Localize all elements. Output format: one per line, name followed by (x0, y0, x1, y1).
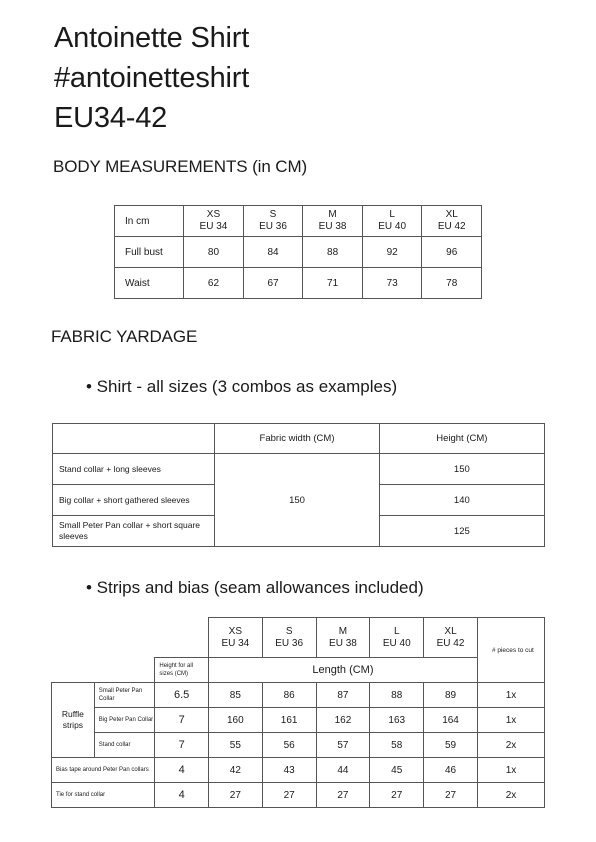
table-row: Small Peter Pan collar + short square sleeves 125 (53, 516, 545, 547)
body-measurements-heading: BODY MEASUREMENTS (in CM) (53, 157, 308, 176)
pattern-size-range: EU34-42 (54, 102, 168, 134)
height-header: Height (CM) (379, 424, 544, 454)
strips-table (51, 617, 545, 808)
body-measurements-table (114, 205, 482, 299)
pattern-hashtag: #antoinetteshirt (54, 62, 250, 94)
shirt-yardage-table (52, 423, 545, 547)
table-row: Bias tape around Peter Pan collars 4 42 43 44 45 46 1x (52, 758, 545, 783)
ruffle-strips-label: Ruffle strips (52, 683, 95, 758)
table-row: Waist 62 67 71 73 78 (115, 268, 482, 299)
fabric-width-header: Fabric width (CM) (215, 424, 379, 454)
size-header: S EU 36 (262, 618, 316, 658)
shirt-subheading: • Shirt - all sizes (3 combos as examples) (86, 377, 398, 396)
table-row: Stand collar 7 55 56 57 58 59 2x (52, 733, 545, 758)
table-row: Tie for stand collar 4 27 27 27 27 27 2x (52, 783, 545, 808)
table-row: Big Peter Pan Collar 7 160 161 162 163 164 1x (52, 708, 545, 733)
table-row: Stand collar + long sleeves 150 150 (53, 454, 545, 485)
size-header: XS EU 34 (184, 206, 244, 237)
size-header: XL EU 42 (424, 618, 478, 658)
size-header: L EU 40 (370, 618, 424, 658)
size-header: M EU 38 (303, 206, 363, 237)
table-row: Big collar + short gathered sleeves 140 (53, 485, 545, 516)
size-header: XS EU 34 (208, 618, 262, 658)
size-header: M EU 38 (316, 618, 370, 658)
fabric-yardage-heading: FABRIC YARDAGE (51, 327, 198, 346)
height-header: Height for all sizes (CM) (155, 658, 209, 683)
size-header: S EU 36 (243, 206, 303, 237)
table-row: Full bust 80 84 88 92 96 (115, 237, 482, 268)
size-header: L EU 40 (362, 206, 422, 237)
table-row: Ruffle strips Small Peter Pan Collar 6.5 85 86 87 88 89 1x (52, 683, 545, 708)
fabric-width-value: 150 (215, 454, 379, 547)
strips-subheading: • Strips and bias (seam allowances included) (86, 578, 424, 597)
length-header: Length (CM) (208, 658, 477, 683)
size-header: XL EU 42 (422, 206, 482, 237)
pattern-title: Antoinette Shirt (54, 22, 250, 54)
pieces-header: # pieces to cut (477, 618, 544, 683)
table-corner: In cm (115, 206, 184, 237)
